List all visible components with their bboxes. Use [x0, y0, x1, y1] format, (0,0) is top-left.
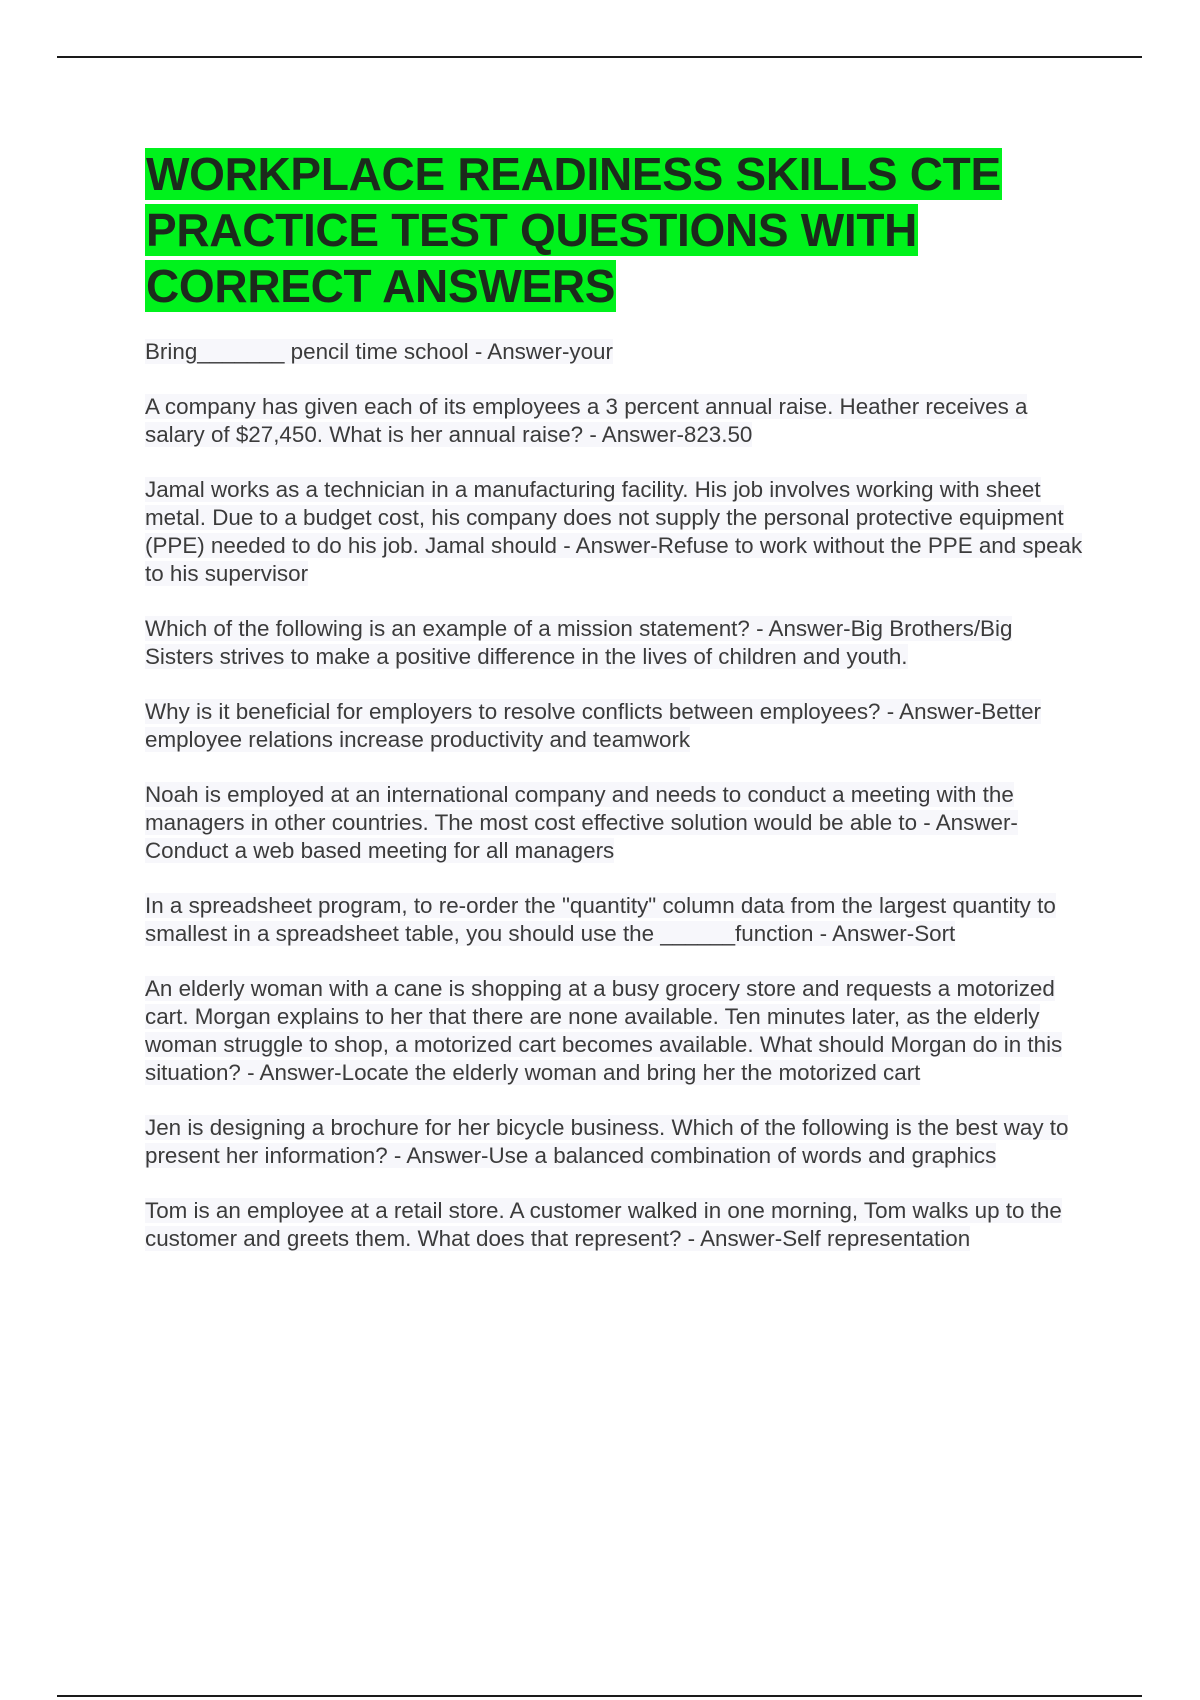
qa-item-text: Noah is employed at an international company and needs to conduct a meeting with the managers in other countries. The most cost effective solution would be able to - Answer-Conduct a web based meeting for all managers [145, 782, 1018, 863]
qa-item [145, 393, 1085, 449]
top-rule [57, 56, 1142, 58]
qa-item [145, 1114, 1085, 1170]
qa-item [145, 892, 1085, 948]
document-title-text: WORKPLACE READINESS SKILLS CTE PRACTICE TEST QUESTIONS WITH CORRECT ANSWERS [146, 148, 1001, 312]
qa-item [145, 1197, 1085, 1253]
qa-item-text: Jen is designing a brochure for her bicycle business. Which of the following is the best way to present her information? - Answer-Use a balanced combination of words and graphics [145, 1115, 1069, 1168]
qa-item-text: In a spreadsheet program, to re-order the "quantity" column data from the largest quantity to smallest in a spreadsheet table, you should use the ______function - Answer-Sort [145, 893, 1056, 946]
qa-item-text: Which of the following is an example of a mission statement? - Answer-Big Brothers/Big Sisters strives to make a positive difference in the lives of children and youth. [145, 616, 1013, 669]
qa-item [145, 338, 1085, 366]
qa-item [145, 698, 1085, 754]
qa-item-text: Why is it beneficial for employers to resolve conflicts between employees? - Answer-Better employee relations increase productivity and teamwork [145, 699, 1042, 752]
bottom-rule [57, 1695, 1142, 1697]
qa-item [145, 781, 1085, 865]
qa-item [145, 975, 1085, 1087]
qa-item [145, 476, 1085, 588]
qa-item-text: Tom is an employee at a retail store. A customer walked in one morning, Tom walks up to the customer and greets them. What does that represent? - Answer-Self representation [145, 1198, 1062, 1251]
qa-item-text: Jamal works as a technician in a manufacturing facility. His job involves working with sheet metal. Due to a budget cost, his company does not supply the personal protective equipment (PPE) needed to do his job. Jamal should - Answer-Refuse to work without the PPE and speak to his supervisor [145, 477, 1083, 586]
qa-item [145, 615, 1085, 671]
qa-item-text: Bring_______ pencil time school - Answer-your [145, 339, 613, 364]
document-page [145, 146, 1085, 1280]
document-title [145, 146, 1085, 314]
qa-item-text: A company has given each of its employees a 3 percent annual raise. Heather receives a salary of $27,450. What is her annual raise? - Answer-823.50 [145, 394, 1028, 447]
qa-item-text: An elderly woman with a cane is shopping at a busy grocery store and requests a motorized cart. Morgan explains to her that there are none available. Ten minutes later, as the elderly woman struggle to shop, a motorized cart becomes available. What should Morgan do in this situation? - Answer-Locate the elderly woman and bring her the motorized cart [145, 976, 1063, 1085]
qa-list [145, 338, 1085, 1253]
